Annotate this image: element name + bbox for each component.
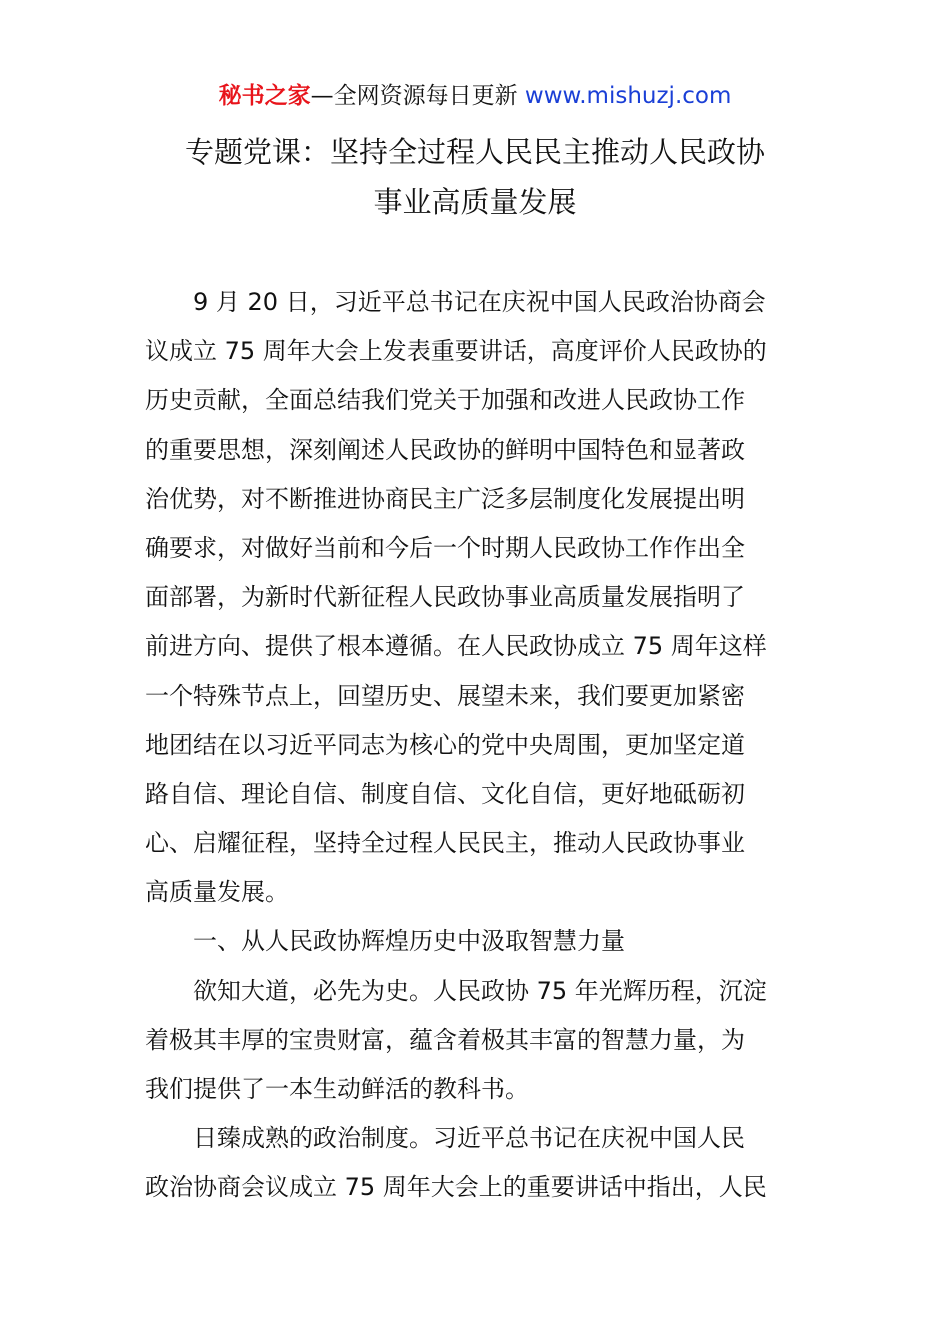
body-line: 议成立 75 周年大会上发表重要讲话，高度评价人民政协的 [145,337,767,366]
site-url[interactable]: www.mishuzj.com [524,83,732,109]
body-line: 的重要思想，深刻阐述人民政协的鲜明中国特色和显著政 [145,435,745,464]
body-line: 高质量发展。 [145,878,289,907]
body-line: 历史贡献，全面总结我们党关于加强和改进人民政协工作 [145,386,745,415]
body-line: 面部署，为新时代新征程人民政协事业高质量发展指明了 [145,583,745,612]
site-tagline: —全网资源每日更新 [310,83,525,109]
document-title [0,127,950,227]
title-line-2: 事业高质量发展 [373,185,577,219]
body-line: 我们提供了一本生动鲜活的教科书。 [145,1075,529,1103]
body-line: 政治协商会议成立 75 周年大会上的重要讲话中指出，人民 [145,1173,767,1202]
section-heading: 一、从人民政协辉煌历史中汲取智慧力量 [193,927,625,956]
body-line: 着极其丰厚的宝贵财富，蕴含着极其丰富的智慧力量，为 [145,1025,745,1054]
document-body [145,278,810,1213]
site-header [0,80,950,112]
body-line: 路自信、理论自信、制度自信、文化自信，更好地砥砺初 [145,779,745,808]
body-line: 地团结在以习近平同志为核心的党中央周围，更加坚定道 [145,730,745,759]
body-line: 一个特殊节点上，回望历史、展望未来，我们要更加紧密 [145,681,745,710]
body-line: 前进方向、提供了根本遵循。在人民政协成立 75 周年这样 [145,632,767,661]
body-line: 欲知大道，必先为史。人民政协 75 年光辉历程，沉淀 [193,976,767,1005]
body-line: 治优势，对不断推进协商民主广泛多层制度化发展提出明 [145,484,745,513]
title-line-1: 专题党课：坚持全过程人民民主推动人民政协 [184,135,765,169]
site-brand: 秘书之家 [218,83,311,109]
body-line: 9 月 20 日，习近平总书记在庆祝中国人民政治协商会 [193,288,766,316]
body-line: 确要求，对做好当前和今后一个时期人民政协工作作出全 [145,533,745,562]
body-line: 心、启耀征程，坚持全过程人民民主，推动人民政协事业 [145,829,745,858]
body-line: 日臻成熟的政治制度。习近平总书记在庆祝中国人民 [193,1124,745,1153]
